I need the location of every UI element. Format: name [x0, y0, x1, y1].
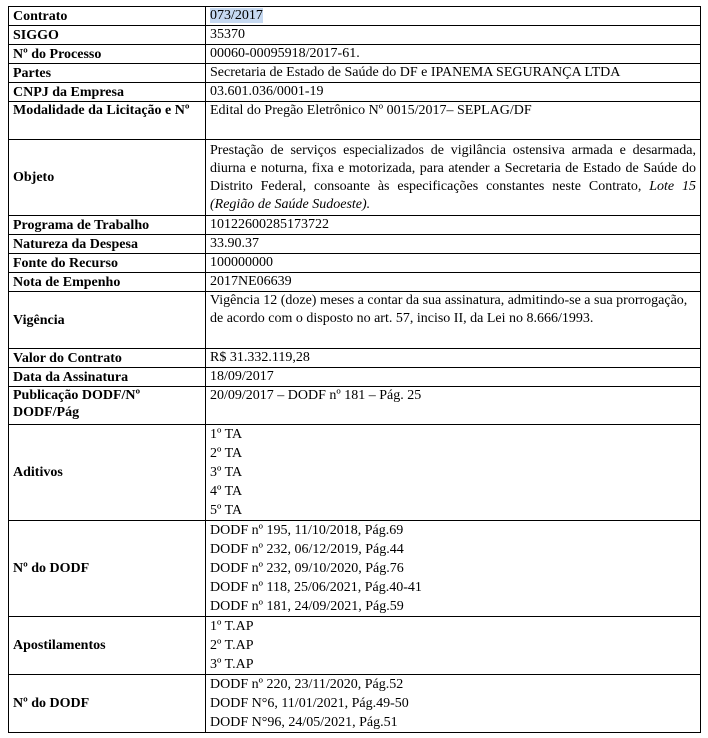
page-bottom-rule [60, 732, 700, 733]
row-modalidade [9, 102, 701, 140]
label-cnpj: CNPJ da Empresa [9, 83, 206, 102]
row-siggo [9, 26, 701, 45]
value-dodf-aditivos [206, 521, 701, 617]
value-dodf-apostilamentos [206, 675, 701, 733]
value-empenho: 2017NE06639 [206, 273, 701, 292]
value-assinatura: 18/09/2017 [206, 368, 701, 387]
row-cnpj [9, 83, 701, 102]
objeto-lote: Lote 15 (Região de Saúde Sudoeste). [210, 178, 697, 212]
value-vigencia: Vigência 12 (doze) meses a contar da sua assinatura, admitindo-se a sua prorrogação, de acordo com o disposto no art. 57, inciso II, da Lei no 8.666/1993. [206, 292, 701, 349]
row-empenho [9, 273, 701, 292]
list-item: 2º TA [210, 446, 243, 461]
list-item: 3º T.AP [210, 657, 254, 672]
value-modalidade: Edital do Pregão Eletrônico Nº 0015/2017– SEPLAG/DF [206, 102, 701, 140]
label-vigencia: Vigência [9, 292, 206, 349]
value-aditivos [206, 425, 701, 521]
objeto-text: Prestação de serviços especializados de vigilância ostensiva armada e desarmada, diurna e noturna, fixa e motorizada, para atender a Secretaria de Estado de Saúde do Distrito Federal, consoante às especificações constantes neste Contrato, [210, 142, 696, 194]
row-objeto [9, 140, 701, 216]
row-partes [9, 64, 701, 83]
label-natureza: Natureza da Despesa [9, 235, 206, 254]
label-fonte: Fonte do Recurso [9, 254, 206, 273]
label-assinatura: Data da Assinatura [9, 368, 206, 387]
row-apostilamentos [9, 617, 701, 675]
list-item: 4º TA [210, 484, 243, 499]
label-empenho: Nota de Empenho [9, 273, 206, 292]
list-item: DODF nº 220, 23/11/2020, Pág.52 [210, 677, 404, 692]
row-aditivos [9, 425, 701, 521]
label-objeto: Objeto [9, 140, 206, 216]
row-valor [9, 349, 701, 368]
list-item: DODF nº 118, 25/06/2021, Pág.40-41 [210, 580, 422, 595]
contract-table [8, 6, 701, 733]
value-siggo: 35370 [206, 26, 701, 45]
row-vigencia [9, 292, 701, 349]
row-natureza [9, 235, 701, 254]
value-publicacao: 20/09/2017 – DODF nº 181 – Pág. 25 [206, 387, 701, 425]
list-item: 1º T.AP [210, 619, 254, 634]
row-programa [9, 216, 701, 235]
value-processo: 00060-00095918/2017-61. [206, 45, 701, 64]
label-processo: Nº do Processo [9, 45, 206, 64]
list-item: 1º TA [210, 427, 243, 442]
label-dodf-aditivos: Nº do DODF [9, 521, 206, 617]
list-item: 5º TA [210, 503, 243, 518]
row-publicacao [9, 387, 701, 425]
label-aditivos: Aditivos [9, 425, 206, 521]
selected-text[interactable]: 073/2017 [210, 8, 263, 23]
value-partes: Secretaria de Estado de Saúde do DF e IPANEMA SEGURANÇA LTDA [206, 64, 701, 83]
row-contrato [9, 7, 701, 26]
list-item: DODF N°6, 11/01/2021, Pág.49-50 [210, 696, 409, 711]
label-programa: Programa de Trabalho [9, 216, 206, 235]
list-item: 3º TA [210, 465, 243, 480]
list-item: DODF nº 181, 24/09/2021, Pág.59 [210, 599, 404, 614]
value-valor: R$ 31.332.119,28 [206, 349, 701, 368]
row-fonte [9, 254, 701, 273]
list-item: 2º T.AP [210, 638, 254, 653]
contract-document [8, 6, 701, 733]
value-fonte: 100000000 [206, 254, 701, 273]
value-natureza: 33.90.37 [206, 235, 701, 254]
value-cnpj: 03.601.036/0001-19 [206, 83, 701, 102]
value-apostilamentos [206, 617, 701, 675]
label-siggo: SIGGO [9, 26, 206, 45]
row-processo [9, 45, 701, 64]
label-dodf-apostilamentos: Nº do DODF [9, 675, 206, 733]
label-valor: Valor do Contrato [9, 349, 206, 368]
list-item: DODF nº 232, 06/12/2019, Pág.44 [210, 542, 404, 557]
list-item: DODF nº 232, 09/10/2020, Pág.76 [210, 561, 404, 576]
label-publicacao: Publicação DODF/Nº DODF/Pág [9, 387, 206, 425]
value-objeto [206, 140, 701, 216]
row-dodf-aditivos [9, 521, 701, 617]
row-assinatura [9, 368, 701, 387]
list-item: DODF N°96, 24/05/2021, Pág.51 [210, 715, 398, 730]
value-programa: 10122600285173722 [206, 216, 701, 235]
label-contrato: Contrato [9, 7, 206, 26]
label-apostilamentos: Apostilamentos [9, 617, 206, 675]
list-item: DODF nº 195, 11/10/2018, Pág.69 [210, 523, 404, 538]
value-contrato[interactable] [206, 7, 701, 26]
label-modalidade: Modalidade da Licitação e Nº [9, 102, 206, 140]
row-dodf-apostilamentos [9, 675, 701, 733]
label-partes: Partes [9, 64, 206, 83]
